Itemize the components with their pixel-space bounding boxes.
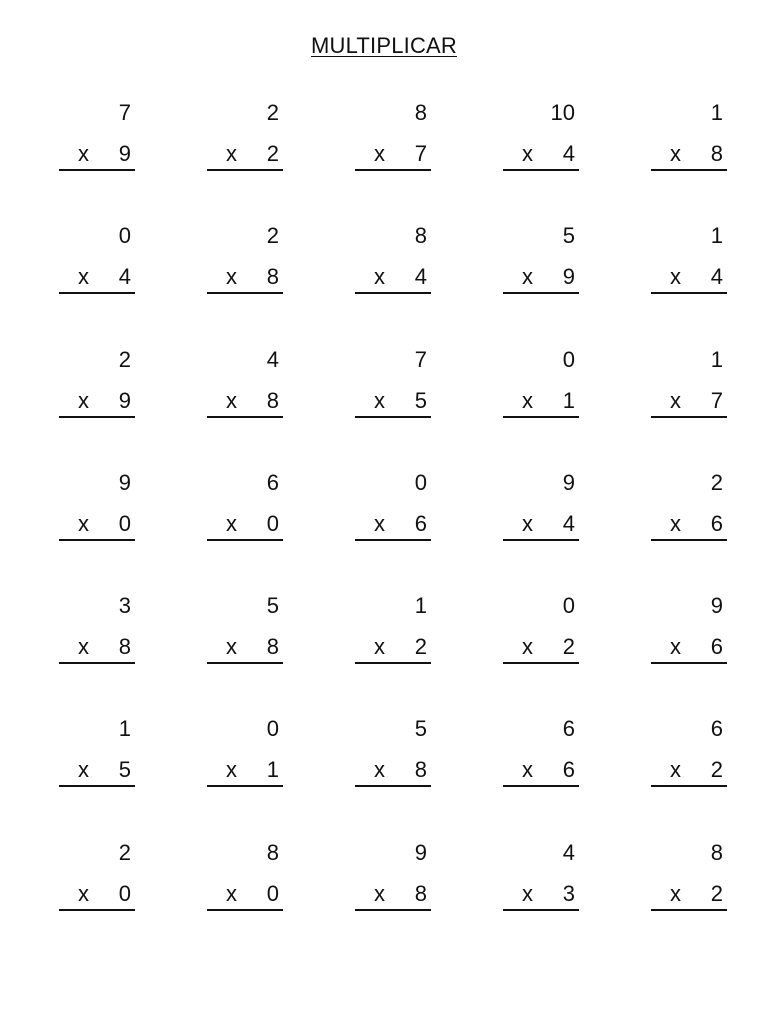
multiplier: 2 bbox=[414, 634, 427, 660]
multiplication-problem bbox=[355, 98, 431, 218]
multiplier-line bbox=[503, 509, 579, 541]
multiplication-problem bbox=[207, 838, 283, 958]
multiplicand: 0 bbox=[118, 223, 131, 249]
multiplicand: 0 bbox=[414, 469, 427, 495]
multiplicand: 8 bbox=[414, 100, 427, 125]
multiply-sign: x bbox=[78, 510, 89, 536]
multiplicand: 2 bbox=[266, 100, 279, 125]
multiplicand: 5 bbox=[414, 716, 427, 742]
multiply-sign: x bbox=[374, 880, 385, 906]
multiplier-line bbox=[651, 632, 727, 664]
multiplier: 4 bbox=[562, 141, 575, 166]
multiplier-line bbox=[59, 509, 135, 541]
worksheet-title: MULTIPLICAR bbox=[310, 33, 458, 58]
multiplicand: 4 bbox=[562, 839, 575, 865]
multiply-sign: x bbox=[226, 510, 237, 536]
multiplication-problem bbox=[651, 591, 727, 711]
multiply-sign: x bbox=[78, 880, 89, 906]
multiplication-problem bbox=[503, 221, 579, 341]
multiplication-problem bbox=[207, 591, 283, 711]
multiplier-line bbox=[59, 632, 135, 664]
multiply-sign: x bbox=[226, 264, 237, 290]
multiplier-line bbox=[59, 262, 135, 294]
multiply-sign: x bbox=[226, 141, 237, 166]
multiplication-problem bbox=[355, 714, 431, 834]
multiplication-problem bbox=[355, 591, 431, 711]
multiplicand: 2 bbox=[710, 469, 723, 495]
multiplication-problem bbox=[503, 591, 579, 711]
multiplication-problem bbox=[503, 98, 579, 218]
multiplier: 4 bbox=[562, 510, 575, 536]
multiplication-problem bbox=[207, 98, 283, 218]
multiplication-problem bbox=[59, 221, 135, 341]
multiplier: 0 bbox=[118, 510, 131, 536]
multiplier: 8 bbox=[266, 387, 279, 413]
multiplier-line bbox=[59, 386, 135, 418]
multiply-sign: x bbox=[374, 387, 385, 413]
multiplicand: 0 bbox=[562, 593, 575, 619]
multiplicand: 7 bbox=[414, 346, 427, 372]
multiplication-problem bbox=[503, 838, 579, 958]
multiplication-problem bbox=[651, 345, 727, 465]
multiplier-line bbox=[503, 386, 579, 418]
multiplier: 2 bbox=[710, 757, 723, 783]
multiplier: 0 bbox=[118, 880, 131, 906]
multiplicand: 2 bbox=[118, 346, 131, 372]
multiplier-line bbox=[503, 139, 579, 171]
multiplier: 8 bbox=[118, 634, 131, 660]
multiplier: 1 bbox=[562, 387, 575, 413]
multiplicand: 6 bbox=[266, 469, 279, 495]
multiplier: 4 bbox=[710, 264, 723, 290]
multiplicand: 8 bbox=[414, 223, 427, 249]
multiplier-line bbox=[651, 262, 727, 294]
multiplicand: 4 bbox=[266, 346, 279, 372]
multiplier-line bbox=[207, 262, 283, 294]
multiplicand: 5 bbox=[266, 593, 279, 619]
multiplier-line bbox=[651, 509, 727, 541]
multiplicand: 5 bbox=[562, 223, 575, 249]
multiplicand: 9 bbox=[562, 469, 575, 495]
multiply-sign: x bbox=[226, 757, 237, 783]
multiplication-problem bbox=[355, 345, 431, 465]
multiplier-line bbox=[355, 509, 431, 541]
multiplier: 8 bbox=[266, 634, 279, 660]
multiply-sign: x bbox=[522, 387, 533, 413]
multiplication-problem bbox=[651, 714, 727, 834]
multiplier-line bbox=[207, 755, 283, 787]
multiplier-line bbox=[355, 139, 431, 171]
multiplication-problem bbox=[651, 221, 727, 341]
multiplier-line bbox=[355, 386, 431, 418]
multiply-sign: x bbox=[670, 141, 681, 166]
multiplicand: 9 bbox=[710, 593, 723, 619]
multiplication-problem bbox=[503, 714, 579, 834]
multiplication-problem bbox=[651, 838, 727, 958]
multiplier: 9 bbox=[118, 387, 131, 413]
multiplier-line bbox=[207, 139, 283, 171]
multiplier-line bbox=[355, 632, 431, 664]
multiplier: 7 bbox=[414, 141, 427, 166]
multiplicand: 1 bbox=[118, 716, 131, 742]
multiplier: 9 bbox=[118, 141, 131, 166]
multiplicand: 1 bbox=[710, 223, 723, 249]
multiplier-line bbox=[503, 632, 579, 664]
multiply-sign: x bbox=[78, 387, 89, 413]
multiplier: 0 bbox=[266, 880, 279, 906]
multiplication-problem bbox=[207, 714, 283, 834]
multiplicand: 1 bbox=[710, 100, 723, 125]
multiply-sign: x bbox=[226, 880, 237, 906]
multiplication-problem bbox=[59, 838, 135, 958]
multiplicand: 8 bbox=[266, 839, 279, 865]
multiply-sign: x bbox=[670, 757, 681, 783]
multiplication-problem bbox=[651, 468, 727, 588]
multiply-sign: x bbox=[670, 264, 681, 290]
multiply-sign: x bbox=[226, 387, 237, 413]
multiplicand: 3 bbox=[118, 593, 131, 619]
multiply-sign: x bbox=[522, 141, 533, 166]
multiplier: 6 bbox=[562, 757, 575, 783]
multiply-sign: x bbox=[670, 634, 681, 660]
multiplier-line bbox=[651, 755, 727, 787]
multiplier: 5 bbox=[414, 387, 427, 413]
multiplicand: 2 bbox=[266, 223, 279, 249]
multiplication-problem bbox=[59, 591, 135, 711]
multiply-sign: x bbox=[374, 634, 385, 660]
multiplicand: 2 bbox=[118, 839, 131, 865]
multiplier: 1 bbox=[266, 757, 279, 783]
multiplication-problem bbox=[207, 345, 283, 465]
multiply-sign: x bbox=[78, 757, 89, 783]
multiply-sign: x bbox=[522, 757, 533, 783]
multiply-sign: x bbox=[78, 141, 89, 166]
multiplier-line bbox=[503, 262, 579, 294]
multiplicand: 0 bbox=[266, 716, 279, 742]
multiplicand: 9 bbox=[118, 469, 131, 495]
multiplier: 6 bbox=[414, 510, 427, 536]
multiplication-problem bbox=[355, 221, 431, 341]
multiplier-line bbox=[59, 139, 135, 171]
multiplication-problem bbox=[207, 221, 283, 341]
multiplier-line bbox=[651, 879, 727, 911]
multiplicand: 10 bbox=[550, 100, 575, 125]
multiplication-problem bbox=[503, 468, 579, 588]
multiplier: 8 bbox=[414, 757, 427, 783]
multiplier-line bbox=[207, 509, 283, 541]
multiply-sign: x bbox=[374, 264, 385, 290]
multiplier-line bbox=[355, 262, 431, 294]
multiplication-problem bbox=[503, 345, 579, 465]
multiply-sign: x bbox=[670, 880, 681, 906]
multiplier: 9 bbox=[562, 264, 575, 290]
multiplicand: 6 bbox=[562, 716, 575, 742]
multiplier: 3 bbox=[562, 880, 575, 906]
multiply-sign: x bbox=[522, 264, 533, 290]
multiplication-problem bbox=[355, 468, 431, 588]
multiplicand: 7 bbox=[118, 100, 131, 125]
multiplication-problem bbox=[651, 98, 727, 218]
multiplier: 8 bbox=[414, 880, 427, 906]
multiplier-line bbox=[651, 386, 727, 418]
multiplicand: 0 bbox=[562, 346, 575, 372]
multiply-sign: x bbox=[78, 264, 89, 290]
multiply-sign: x bbox=[374, 757, 385, 783]
multiplier-line bbox=[207, 879, 283, 911]
multiply-sign: x bbox=[78, 634, 89, 660]
multiplier: 5 bbox=[118, 757, 131, 783]
problem-grid bbox=[59, 98, 728, 961]
multiply-sign: x bbox=[522, 634, 533, 660]
multiply-sign: x bbox=[522, 510, 533, 536]
multiplier: 7 bbox=[710, 387, 723, 413]
multiplier-line bbox=[503, 755, 579, 787]
multiplier-line bbox=[59, 755, 135, 787]
multiplier: 2 bbox=[562, 634, 575, 660]
multiplier-line bbox=[651, 139, 727, 171]
multiplication-problem bbox=[207, 468, 283, 588]
multiplicand: 9 bbox=[414, 839, 427, 865]
multiplier-line bbox=[355, 879, 431, 911]
multiply-sign: x bbox=[226, 634, 237, 660]
multiplier: 8 bbox=[710, 141, 723, 166]
multiply-sign: x bbox=[670, 387, 681, 413]
multiplier-line bbox=[207, 632, 283, 664]
multiplicand: 1 bbox=[414, 593, 427, 619]
multiplier: 4 bbox=[414, 264, 427, 290]
multiplier: 6 bbox=[710, 634, 723, 660]
multiplier: 8 bbox=[266, 264, 279, 290]
multiply-sign: x bbox=[522, 880, 533, 906]
multiply-sign: x bbox=[374, 141, 385, 166]
multiplier-line bbox=[59, 879, 135, 911]
multiplier-line bbox=[355, 755, 431, 787]
multiplication-problem bbox=[59, 468, 135, 588]
multiplicand: 8 bbox=[710, 839, 723, 865]
multiplier: 4 bbox=[118, 264, 131, 290]
multiplier: 2 bbox=[710, 880, 723, 906]
multiplication-problem bbox=[59, 714, 135, 834]
multiply-sign: x bbox=[374, 510, 385, 536]
multiplier: 2 bbox=[266, 141, 279, 166]
multiplication-problem bbox=[355, 838, 431, 958]
multiplier-line bbox=[207, 386, 283, 418]
multiplier: 6 bbox=[710, 510, 723, 536]
multiplier: 0 bbox=[266, 510, 279, 536]
multiplicand: 6 bbox=[710, 716, 723, 742]
multiplication-problem bbox=[59, 98, 135, 218]
multiplier-line bbox=[503, 879, 579, 911]
multiplication-problem bbox=[59, 345, 135, 465]
multiply-sign: x bbox=[670, 510, 681, 536]
multiplicand: 1 bbox=[710, 346, 723, 372]
